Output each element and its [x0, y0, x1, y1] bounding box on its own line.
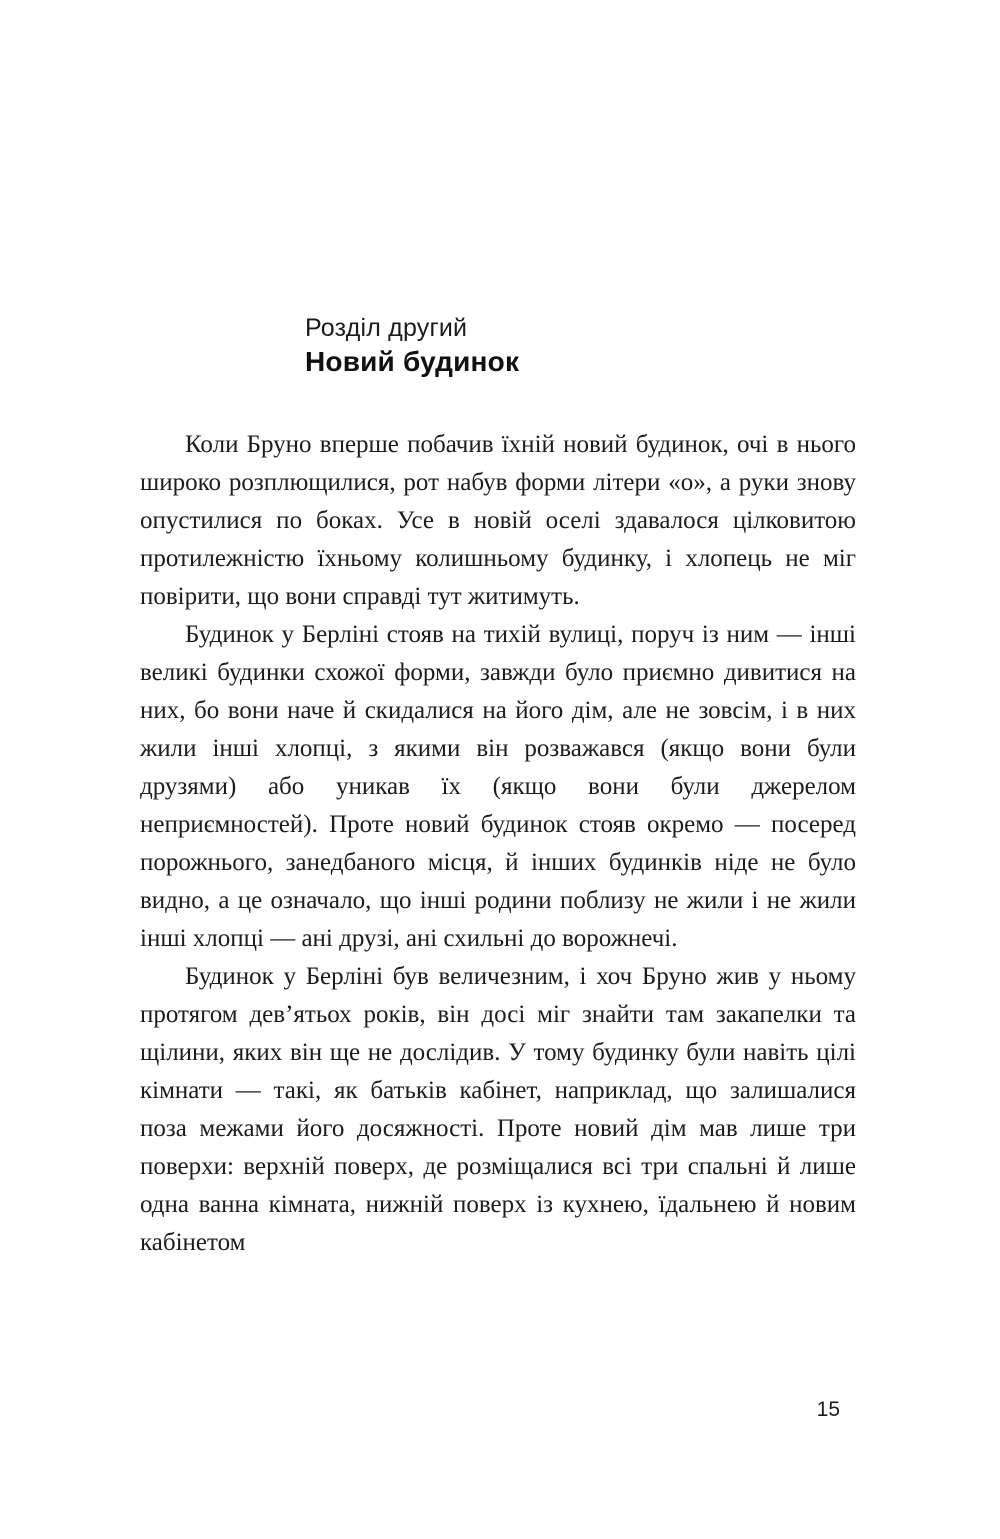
chapter-body	[140, 426, 856, 1262]
chapter-heading	[305, 312, 856, 380]
chapter-title: Новий будинок	[305, 346, 520, 377]
body-paragraph: Коли Бруно вперше побачив їхній новий будинок, очі в нього широко розплющилися, рот набув форми літери «о», а руки знову опустилися по боках. Усе в новій оселі здавалося цілковитою протилежністю їхньому колишньому будинку, і хлопець не міг повірити, що вони справді тут житимуть.	[140, 431, 856, 610]
chapter-label: Розділ другий	[305, 314, 468, 342]
body-paragraph: Будинок у Берліні був величезним, і хоч Бруно жив у ньому протягом дев’ятьох років, він досі міг знайти там закапелки та щілини, яких він ще не дослідив. У тому будинку були навіть цілі кімнати — такі, як батьків кабінет, наприклад, що залишалися поза межами його досяжності. Проте новий дім мав лише три поверхи: верхній поверх, де розміщалися всі три спальні й лише одна ванна кімната, нижній поверх із кухнею, їдальнею й новим кабінетом	[140, 963, 856, 1256]
text-block	[140, 312, 856, 1262]
page-number: 15	[816, 1398, 840, 1421]
body-paragraph: Будинок у Берліні стояв на тихій вулиці, поруч із ним — інші великі будинки схожої форми, завжди було приємно дивитися на них, бо вони наче й скидалися на його дім, але не зовсім, і в них жили інші хлопці, з якими він розважався (якщо вони були друзями) або уникав їх (якщо вони були джерелом неприємностей). Проте новий будинок стояв окремо — посеред порожнього, занедбаного місця, й інших будинків ніде не було видно, а це означало, що інші родини поблизу не жили і не жили інші хлопці — ані друзі, ані схильні до ворожнечі.	[140, 621, 856, 952]
